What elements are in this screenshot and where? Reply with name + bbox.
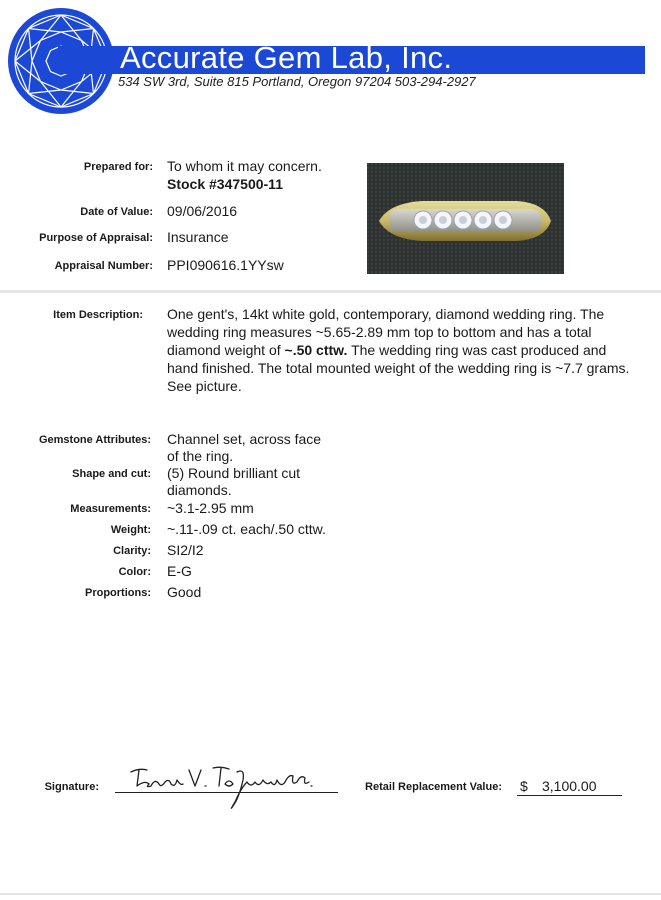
section-divider xyxy=(0,290,661,293)
color-value: E-G xyxy=(167,563,192,579)
footer-divider xyxy=(0,893,661,895)
clarity-label: Clarity: xyxy=(113,545,151,557)
gemstone-attributes-label: Gemstone Attributes: xyxy=(38,434,151,446)
item-description-line: See picture. xyxy=(167,378,242,394)
appraisal-number-value: PPI090616.1YYsw xyxy=(167,257,284,273)
item-description-line: hand finished. The total mounted weight of the wedding ring is ~7.7 grams. xyxy=(167,360,630,376)
purpose-value: Insurance xyxy=(167,229,229,245)
item-description-label: Item Description: xyxy=(53,309,143,321)
prepared-for-value: To whom it may concern. xyxy=(167,158,322,174)
retail-value-underline xyxy=(517,795,622,796)
item-description-line: wedding ring measures ~5.65-2.89 mm top to bottom and has a total xyxy=(167,324,592,340)
retail-value: 3,100.00 xyxy=(542,778,597,794)
stock-number: Stock #347500-11 xyxy=(167,176,283,192)
shape-value: (5) Round brilliant cut xyxy=(167,465,301,481)
gemstone-attributes-value: of the ring. xyxy=(167,448,234,464)
company-address: 534 SW 3rd, Suite 815 Portland, Oregon 97204 503-294-2927 xyxy=(118,74,476,89)
shape-value: diamonds. xyxy=(167,482,232,498)
item-description-line: One gent's, 14kt white gold, contemporary, diamond wedding ring. The xyxy=(167,306,605,322)
item-description-line: diamond weight of ~.50 cttw. The wedding ring was cast produced and xyxy=(167,342,607,358)
item-description xyxy=(167,305,637,395)
measurements-value: ~3.1-2.95 mm xyxy=(167,500,254,516)
ring-photo xyxy=(367,163,564,274)
appraisal-number-label: Appraisal Number: xyxy=(54,260,153,272)
currency-symbol: $ xyxy=(520,778,528,794)
signature-image xyxy=(125,758,315,816)
total-weight-emphasis: ~.50 cttw. xyxy=(284,342,348,358)
proportions-value: Good xyxy=(167,584,202,600)
weight-value: ~.11-.09 ct. each/.50 cttw. xyxy=(167,521,326,537)
signature-label: Signature: xyxy=(44,781,99,793)
gemstone-attributes-value: Channel set, across face xyxy=(167,431,322,447)
shape-label: Shape and cut: xyxy=(72,468,151,480)
prepared-for-label: Prepared for: xyxy=(83,161,153,173)
retail-value-label: Retail Replacement Value: xyxy=(365,781,502,793)
measurements-label: Measurements: xyxy=(70,503,151,515)
proportions-label: Proportions: xyxy=(85,587,151,599)
purpose-label: Purpose of Appraisal: xyxy=(39,232,153,244)
weight-label: Weight: xyxy=(110,524,151,536)
signature-line xyxy=(115,792,338,793)
color-label: Color: xyxy=(118,566,151,578)
company-name: Accurate Gem Lab, Inc. xyxy=(120,40,453,75)
date-value: 09/06/2016 xyxy=(167,203,238,219)
date-label: Date of Value: xyxy=(80,206,153,218)
clarity-value: SI2/I2 xyxy=(167,542,204,558)
